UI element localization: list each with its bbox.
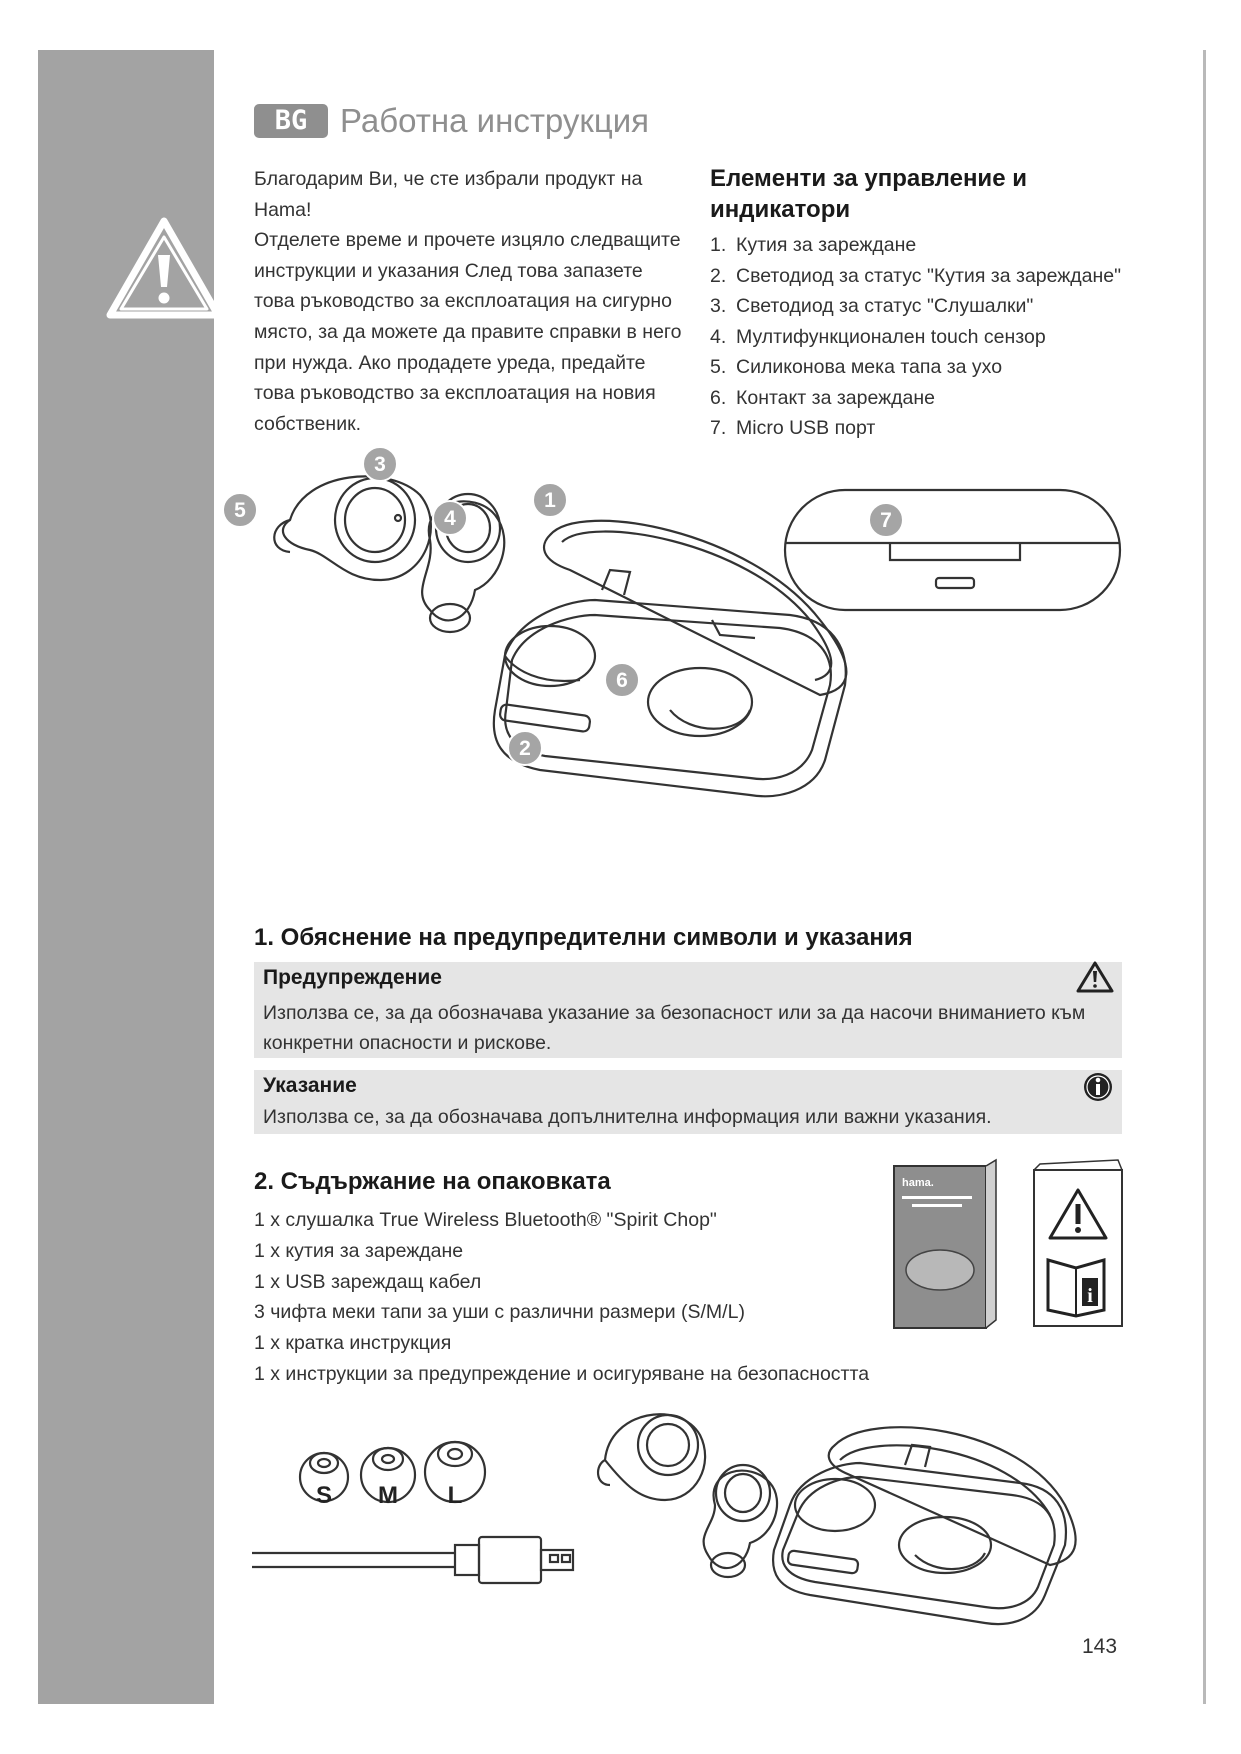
note-text: Използва се, за да обозначава допълнителна информация или важни указания. (263, 1106, 992, 1128)
language-badge: BG (254, 104, 328, 138)
package-item: 1 х инструкции за предупреждение и осигуряване на безопасността (254, 1362, 870, 1385)
controls-item: 5. Силиконова мека тапа за ухо (710, 356, 1003, 378)
package-item: 1 х слушалка True Wireless Bluetooth® "Spirit Chop" (254, 1209, 717, 1231)
document-title: Работна инструкция (340, 102, 650, 139)
callout-label: 1 (544, 489, 556, 512)
controls-item: 3. Светодиод за статус "Слушалки" (710, 295, 1034, 317)
intro-line: инструкции и указания След това запазете (254, 259, 643, 282)
page-number: 143 (1082, 1635, 1118, 1658)
section-2-heading: 2. Съдържание на опаковката (254, 1168, 611, 1195)
section-1-heading: 1. Обяснение на предупредителни символи и указания (254, 924, 913, 951)
eartip-size-label: M (378, 1482, 398, 1509)
intro-line: Отделете време и прочете изцяло следващите (254, 229, 681, 252)
info-circle-icon (1082, 1071, 1114, 1103)
controls-heading: Елементи за управление и индикатори (710, 165, 1027, 223)
note-box (254, 1070, 1122, 1134)
note-heading: Указание (263, 1074, 357, 1097)
package-item: 3 чифта меки тапи за уши с различни размери (S/M/L) (254, 1301, 745, 1324)
quick-guide-leaflet (894, 1166, 986, 1328)
controls-item: 2. Светодиод за статус "Кутия за зареждане" (710, 264, 1122, 287)
intro-line: Hama! (254, 198, 312, 221)
case-side-view (785, 490, 1120, 610)
intro-line: Благодарим Ви, че сте избрали продукт на (254, 168, 643, 190)
eartip-size-label: S (315, 1482, 333, 1509)
controls-list (710, 230, 1190, 444)
controls-item: 4. Мултифункционален touch сензор (710, 325, 1046, 348)
intro-paragraph (254, 164, 706, 439)
hama-logo: hama. (902, 1177, 934, 1189)
intro-line: това ръководство за експлоатация на новия (254, 382, 656, 405)
callout-label: 4 (444, 507, 456, 530)
intro-line: място, за да можете да правите справки в него (254, 320, 682, 343)
product-illustration (234, 453, 1130, 910)
svg-text:i: i (1087, 1285, 1093, 1307)
callout-label: 2 (519, 737, 531, 760)
controls-item: 7. Micro USB порт (710, 417, 876, 439)
callout-label: 3 (374, 453, 386, 476)
callout-label: 5 (234, 499, 246, 522)
intro-line: собственик. (254, 412, 362, 435)
left-sidebar-band (38, 50, 214, 1704)
right-margin-rule (1203, 50, 1206, 1704)
callout-label: 6 (616, 669, 628, 692)
earbud-right (704, 1471, 777, 1568)
lid-hinge (602, 570, 630, 595)
leaflets-illustration (890, 1160, 1130, 1335)
package-contents-list (254, 1205, 934, 1390)
case-body (773, 1463, 1066, 1624)
package-item: 1 х USB зареждащ кабел (254, 1270, 482, 1293)
earbud-left (283, 476, 431, 580)
warning-text: Използва се, за да обозначава указание за безопасност или за да насочи вниманието към конкретни опасности и рискове. (263, 1002, 1086, 1054)
controls-item: 1. Кутия за зареждане (710, 234, 917, 256)
package-item: 1 х кутия за зареждане (254, 1239, 464, 1262)
controls-item: 6. Контакт за зареждане (710, 386, 935, 409)
intro-line: при нужда. Ако продадете уреда, предайте (254, 351, 646, 374)
warning-triangle-icon (104, 215, 224, 323)
warning-heading: Предупреждение (263, 966, 442, 989)
callout-label: 7 (880, 509, 892, 532)
warning-triangle-icon (1076, 960, 1114, 994)
eartip-size-label: L (447, 1482, 463, 1509)
package-item: 1 х кратка инструкция (254, 1332, 452, 1355)
warning-box (254, 962, 1122, 1058)
package-illustration (250, 1405, 1140, 1645)
intro-line: това ръководство за експлоатация на сигурно (254, 290, 672, 313)
micro-usb-port (936, 578, 974, 588)
